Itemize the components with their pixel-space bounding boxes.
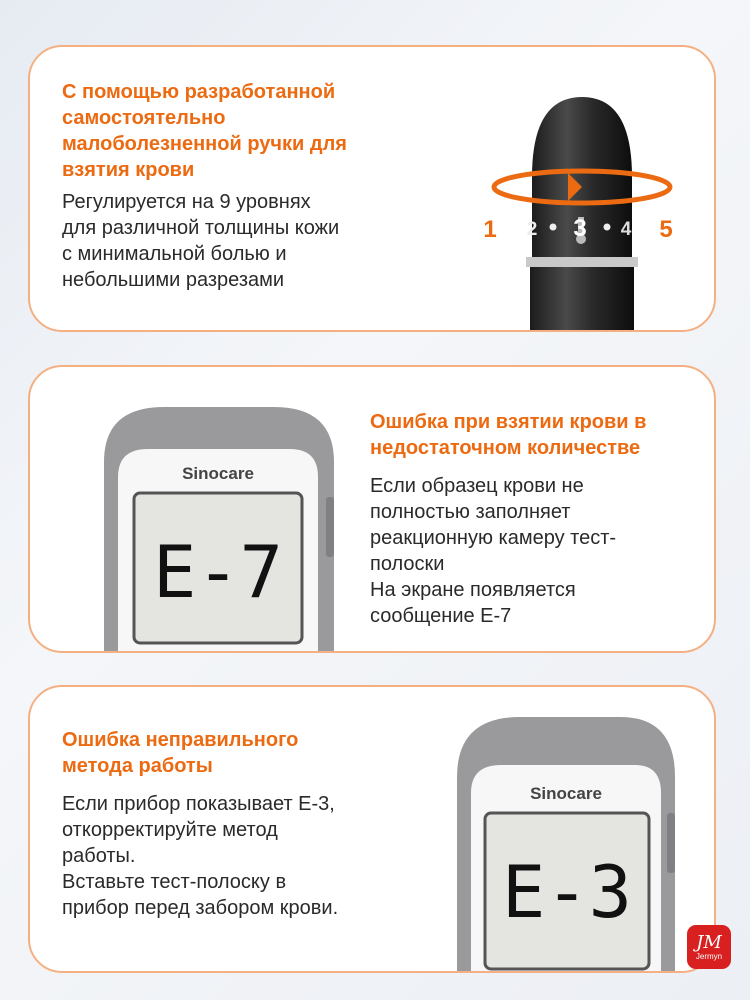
pen-barrel <box>530 267 634 332</box>
meter-brand: Sinocare <box>530 784 602 803</box>
wrong-method-title: Ошибка неправильного метода работы <box>62 729 299 777</box>
glucose-meter-e7-image <box>104 407 344 653</box>
lancing-pen-text: Регулируется на 9 уровнях для различной толщины кожи с минимальной болью и небольшими разрезами <box>62 191 340 291</box>
logo-mark: JM <box>696 931 722 953</box>
pen-tip <box>532 97 632 177</box>
logo-word: Jermyn <box>695 951 723 961</box>
glucose-meter-e3-image <box>435 717 695 973</box>
wrong-method-card <box>28 685 716 973</box>
insufficient-blood-title: Ошибка при взятии крови в недостаточном количестве <box>370 411 647 459</box>
meter-brand: Sinocare <box>182 464 254 483</box>
scale-label-5: 5 <box>659 216 673 243</box>
lancing-pen-card <box>28 45 716 332</box>
scale-dot-icon <box>550 224 557 231</box>
scale-label-4: 4 <box>620 219 632 240</box>
scale-label-2: 2 <box>526 219 538 240</box>
scale-label-1: 1 <box>483 216 497 243</box>
wrong-method-text: Если прибор показывает Е-3, откорректируйте метод работы. Вставьте тест-полоску в прибор перед забором крови. <box>62 793 339 919</box>
meter-display: E-7 <box>152 530 284 614</box>
scale-dot-icon <box>604 224 611 231</box>
insufficient-blood-card <box>28 365 716 653</box>
lancing-pen-image <box>450 97 716 332</box>
insufficient-blood-text: Если образец крови не полностью заполняет реакционную камеру тест- полоски На экране появляется сообщение Е-7 <box>370 475 617 627</box>
lancing-pen-title: С помощью разработанной самостоятельно малоболезненной ручки для взятия крови <box>62 81 347 181</box>
pen-ring <box>526 257 638 267</box>
scale-label-3: 3 <box>573 215 587 242</box>
jermyn-logo <box>687 925 731 969</box>
meter-display: E-3 <box>501 850 633 934</box>
